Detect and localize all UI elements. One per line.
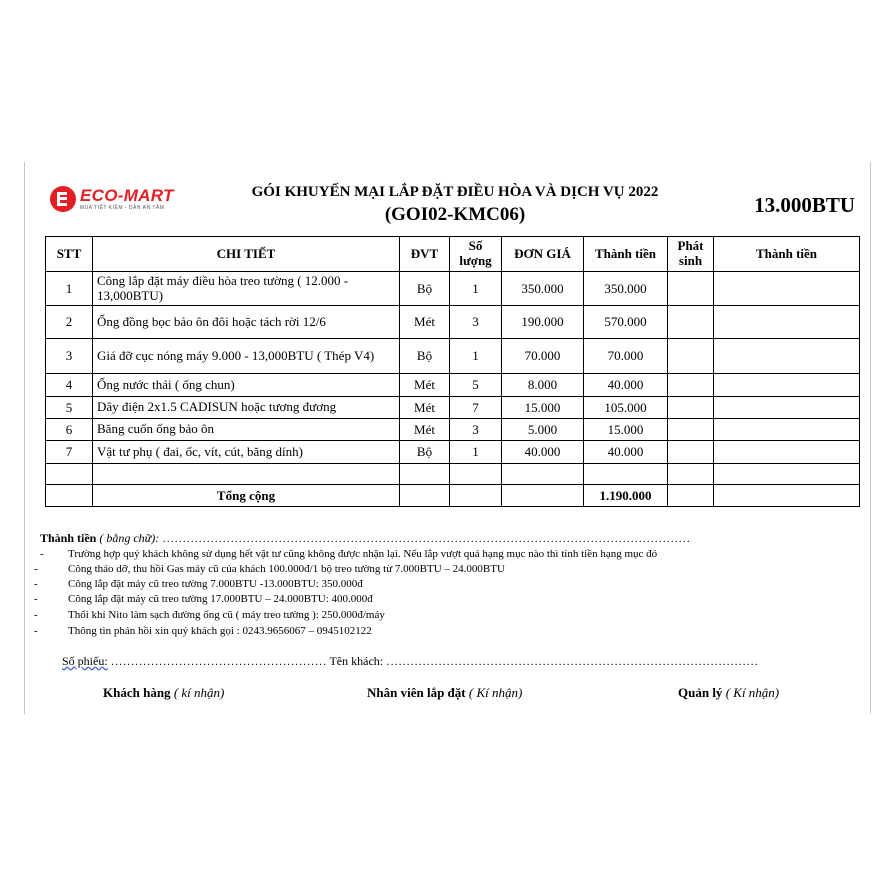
table-row: [46, 374, 860, 397]
cell-unit: Bộ: [400, 441, 450, 464]
cell-extra: [668, 272, 714, 306]
amount-words-dots: ……………………………………………………………………………………………………………………: [162, 531, 691, 545]
signature-manager-hint: ( Kí nhận): [725, 685, 780, 700]
cell-total: [714, 397, 860, 419]
cell-amount: 70.000: [584, 339, 668, 374]
note-dash: -: [34, 578, 38, 590]
cell-price: 70.000: [502, 339, 584, 374]
cell-stt: 5: [46, 397, 93, 419]
cell-stt: 3: [46, 339, 93, 374]
col-header-stt: STT: [46, 237, 93, 272]
cell-total: [714, 272, 860, 306]
cell-unit: Mét: [400, 306, 450, 339]
note-item: Công lắp đặt máy cũ treo tường 17.000BTU – 24.000BTU: 400.000đ: [68, 593, 373, 605]
cell-stt: 7: [46, 441, 93, 464]
table-row: [46, 339, 860, 374]
cell-total: [714, 339, 860, 374]
total-value: 1.190.000: [584, 485, 668, 507]
cell-amount: 40.000: [584, 441, 668, 464]
note-dash: -: [40, 548, 44, 560]
cell-price: 350.000: [502, 272, 584, 306]
cell-qty: 5: [450, 374, 502, 397]
ticket-dots: ………………………………………………: [110, 654, 327, 668]
note-item: Thổi khí Nito làm sạch đường ống cũ ( máy treo tường ): 250.000đ/máy: [68, 609, 385, 621]
cell-extra: [668, 419, 714, 441]
cell-detail: Băng cuốn ống bảo ôn: [93, 419, 400, 441]
cell-qty: 3: [450, 306, 502, 339]
cell-amount: 350.000: [584, 272, 668, 306]
cell-price: 5.000: [502, 419, 584, 441]
customer-name-label: Tên khách:: [329, 654, 384, 668]
cell-stt: 1: [46, 272, 93, 306]
cell-amount: 570.000: [584, 306, 668, 339]
logo-name: ECO-MART: [80, 186, 174, 205]
cell-price: 15.000: [502, 397, 584, 419]
logo-tagline: MUA TIẾT KIỆM - DÂN AN TÂM: [80, 205, 165, 211]
signature-manager: [678, 685, 779, 701]
cell-detail: Công lắp đặt máy điều hòa treo tường ( 12.000 - 13,000BTU): [93, 272, 400, 306]
col-header-amount: Thành tiền: [584, 237, 668, 272]
cell-total: [714, 441, 860, 464]
cell-unit: Mét: [400, 374, 450, 397]
signature-customer-label: Khách hàng: [103, 685, 171, 700]
amount-words-hint: ( bằng chữ):: [99, 531, 160, 545]
col-header-detail: CHI TIẾT: [93, 237, 400, 272]
col-header-qty: Số lượng: [450, 237, 502, 272]
cell-unit: Mét: [400, 419, 450, 441]
col-header-extra: Phát sinh: [668, 237, 714, 272]
ticket-customer-line: [62, 654, 758, 669]
cell-detail: Dây điện 2x1.5 CADISUN hoặc tương đương: [93, 397, 400, 419]
page-border-left: [24, 162, 25, 714]
cell-qty: 3: [450, 419, 502, 441]
cell-qty: 1: [450, 272, 502, 306]
cell-detail: Vật tư phụ ( đai, ốc, vít, cút, băng dính): [93, 441, 400, 464]
cell-extra: [668, 441, 714, 464]
page-border-right: [870, 162, 871, 714]
cell-qty: 1: [450, 441, 502, 464]
table-row: [46, 306, 860, 339]
table-total-row: [46, 485, 860, 507]
cell-qty: 1: [450, 339, 502, 374]
table-row: [46, 419, 860, 441]
note-dash: -: [34, 593, 38, 605]
cell-amount: 105.000: [584, 397, 668, 419]
cell-amount: 40.000: [584, 374, 668, 397]
signature-installer: [367, 685, 522, 701]
cell-total: [714, 419, 860, 441]
col-header-unit: ĐVT: [400, 237, 450, 272]
cell-amount: 15.000: [584, 419, 668, 441]
amount-in-words-line: [40, 531, 690, 546]
cell-price: 8.000: [502, 374, 584, 397]
cell-stt: 4: [46, 374, 93, 397]
cell-qty: 7: [450, 397, 502, 419]
items-table: [45, 236, 860, 507]
signature-customer: [103, 685, 224, 701]
total-label: Tổng cộng: [93, 485, 400, 507]
note-dash: -: [34, 563, 38, 575]
cell-extra: [668, 374, 714, 397]
cell-unit: Bộ: [400, 339, 450, 374]
amount-words-label: Thành tiền: [40, 531, 97, 545]
ticket-label: Số phiếu:: [62, 654, 108, 668]
eco-mart-logo: [50, 186, 174, 212]
table-header-row: [46, 237, 860, 272]
cell-unit: Bộ: [400, 272, 450, 306]
package-code: (GOI02-KMC06): [384, 204, 526, 225]
capacity-label: 13.000BTU: [754, 193, 855, 217]
signature-installer-hint: ( Kí nhận): [468, 685, 523, 700]
table-row-empty: [46, 464, 860, 485]
note-item: Thông tin phản hồi xin quý khách gọi : 0243.9656067 – 0945102122: [68, 625, 372, 637]
cell-unit: Mét: [400, 397, 450, 419]
cell-extra: [668, 397, 714, 419]
cell-stt: 2: [46, 306, 93, 339]
col-header-price: ĐƠN GIÁ: [502, 237, 584, 272]
document-title: GÓI KHUYẾN MẠI LẮP ĐẶT ĐIỀU HÒA VÀ DỊCH VỤ 2022: [251, 184, 659, 200]
table-row: [46, 272, 860, 306]
table-row: [46, 441, 860, 464]
cell-extra: [668, 339, 714, 374]
note-item: Công lắp đặt máy cũ treo tường 7.000BTU -13.000BTU: 350.000đ: [68, 578, 363, 590]
signature-installer-label: Nhân viên lắp đặt: [367, 685, 466, 700]
cell-stt: 6: [46, 419, 93, 441]
logo-mark-icon: [50, 186, 76, 212]
signature-manager-label: Quản lý: [678, 685, 723, 700]
note-item: Trường hợp quý khách không sử dụng hết vật tư cũng không được nhận lại. Nếu lắp vượt quá hạng mục nào thì tính tiền hạng mục đó: [68, 548, 658, 560]
signature-customer-hint: ( kí nhận): [173, 685, 225, 700]
cell-extra: [668, 306, 714, 339]
cell-price: 190.000: [502, 306, 584, 339]
cell-detail: Giá đỡ cục nóng máy 9.000 - 13,000BTU ( Thép V4): [93, 339, 400, 374]
col-header-total: Thành tiền: [714, 237, 860, 272]
cell-price: 40.000: [502, 441, 584, 464]
customer-name-dots: …………………………………………………………………………………: [386, 654, 759, 668]
note-item: Công tháo dỡ, thu hồi Gas máy cũ của khách 100.000đ/1 bộ treo tường từ 7.000BTU – 24.000BTU: [68, 563, 505, 575]
note-dash: -: [34, 625, 38, 637]
cell-detail: Ống đồng bọc bảo ôn đôi hoặc tách rời 12/6: [93, 306, 400, 339]
note-dash: -: [34, 609, 38, 621]
cell-total: [714, 374, 860, 397]
table-row: [46, 397, 860, 419]
cell-detail: Ống nước thải ( ống chun): [93, 374, 400, 397]
cell-total: [714, 306, 860, 339]
